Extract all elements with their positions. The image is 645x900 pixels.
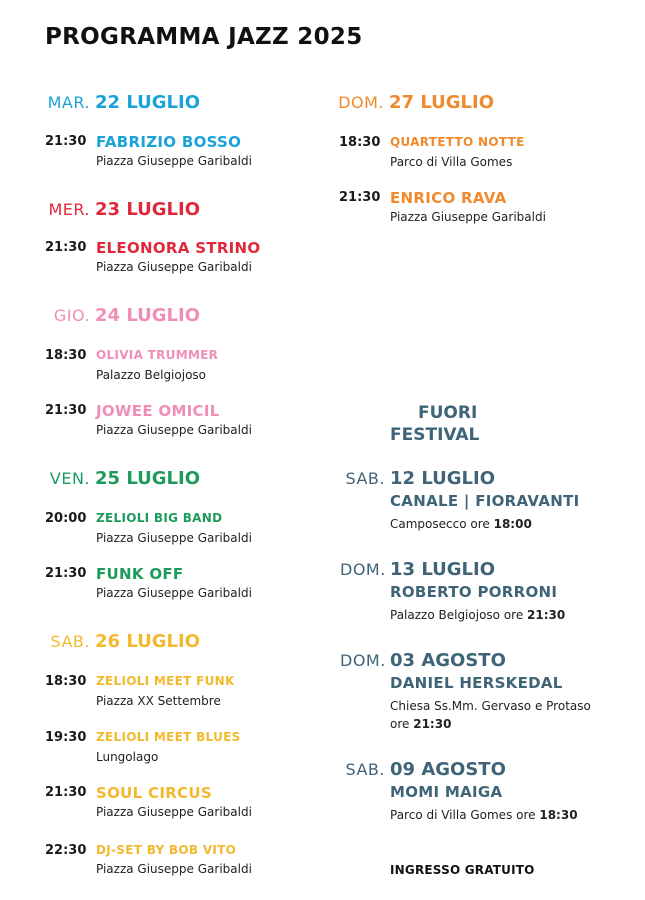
event-artist: ENRICO RAVA [390, 189, 507, 207]
day-heading [40, 631, 200, 652]
day-date: 23 LUGLIO [95, 199, 201, 220]
day-date: 22 LUGLIO [95, 92, 201, 113]
event-time: 21:30 [45, 134, 87, 149]
event-artist: DJ-SET BY BOB VITO [96, 843, 237, 857]
day-heading [40, 199, 200, 220]
event-time: 21:30 [45, 566, 87, 581]
event-artist: ELEONORA STRINO [96, 239, 261, 257]
day-of-week: MAR. [47, 93, 90, 112]
day-of-week: GIO. [53, 306, 90, 325]
event-time: 18:30 [45, 674, 87, 689]
day-of-week: DOM. [338, 93, 384, 112]
event-venue: Piazza Giuseppe Garibaldi [96, 805, 252, 819]
event-time: 18:30 [339, 135, 381, 150]
event-venue: Piazza Giuseppe Garibaldi [96, 862, 252, 876]
page-title: PROGRAMMA JAZZ 2025 [45, 24, 363, 50]
event-venue [390, 806, 578, 824]
event-artist: FUNK OFF [96, 565, 184, 583]
event-venue: Piazza Giuseppe Garibaldi [390, 210, 546, 224]
fuori-event [340, 468, 580, 531]
venue-text: Palazzo Belgiojoso ore [390, 608, 524, 622]
day-date: 03 AGOSTO [390, 650, 506, 671]
event-artist: ZELIOLI BIG BAND [96, 511, 223, 525]
event-venue: Piazza Giuseppe Garibaldi [96, 531, 252, 545]
day-of-week: DOM. [340, 560, 386, 579]
event-venue: Palazzo Belgiojoso [96, 368, 207, 382]
day-heading [40, 468, 200, 489]
event-time: 21:30 [45, 240, 87, 255]
event-venue: Piazza Giuseppe Garibaldi [96, 423, 252, 437]
fuori-title-line1: FUORI [418, 403, 478, 423]
event-venue [390, 606, 565, 624]
free-entry-note: INGRESSO GRATUITO [390, 863, 535, 877]
fuori-title-line2: FESTIVAL [390, 425, 480, 445]
event-artist: JOWEE OMICIL [96, 402, 220, 420]
event-venue: Piazza XX Settembre [96, 694, 221, 708]
event-artist: DANIEL HERSKEDAL [390, 674, 563, 692]
event-artist: QUARTETTO NOTTE [390, 135, 525, 149]
event-artist: SOUL CIRCUS [96, 784, 212, 802]
event-artist: OLIVIA TRUMMER [96, 348, 219, 362]
day-heading [40, 305, 200, 326]
day-date: 24 LUGLIO [95, 305, 201, 326]
fuori-event [340, 650, 591, 731]
event-time: 20:00 [45, 511, 87, 526]
fuori-event [340, 559, 566, 622]
event-venue: Piazza Giuseppe Garibaldi [96, 154, 252, 168]
day-date: 12 LUGLIO [390, 468, 496, 489]
day-heading [334, 92, 494, 113]
day-date: 13 LUGLIO [390, 559, 496, 580]
event-venue [390, 515, 532, 533]
day-date: 09 AGOSTO [390, 759, 506, 780]
venue-text-line2: ore [390, 717, 410, 731]
day-of-week: DOM. [340, 651, 386, 670]
event-time: 18:30 [45, 348, 87, 363]
event-time: 22:30 [45, 843, 87, 858]
fuori-event [340, 759, 578, 822]
event-artist: ZELIOLI MEET FUNK [96, 674, 235, 688]
day-of-week: SAB. [345, 760, 385, 779]
event-artist: CANALE | FIORAVANTI [390, 492, 580, 510]
day-date: 26 LUGLIO [95, 631, 201, 652]
fuori-festival-title [390, 402, 479, 446]
event-time: 21:30 [45, 403, 87, 418]
event-artist: ZELIOLI MEET BLUES [96, 730, 241, 744]
event-time: 21:30 [339, 190, 381, 205]
event-venue: Piazza Giuseppe Garibaldi [96, 260, 252, 274]
event-time: 18:00 [493, 517, 532, 531]
event-time: 21:30 [413, 717, 452, 731]
event-artist: MOMI MAIGA [390, 783, 503, 801]
day-of-week: SAB. [345, 469, 385, 488]
venue-text: Chiesa Ss.Mm. Gervaso e Protaso [390, 699, 591, 713]
day-date: 25 LUGLIO [95, 468, 201, 489]
event-venue: Piazza Giuseppe Garibaldi [96, 586, 252, 600]
day-of-week: MER. [48, 200, 90, 219]
event-venue [390, 697, 591, 733]
day-date: 27 LUGLIO [389, 92, 495, 113]
day-of-week: VEN. [49, 469, 90, 488]
event-artist: FABRIZIO BOSSO [96, 133, 242, 151]
venue-text: Parco di Villa Gomes ore [390, 808, 536, 822]
event-venue: Parco di Villa Gomes [390, 155, 513, 169]
day-of-week: SAB. [50, 632, 90, 651]
event-time: 19:30 [45, 730, 87, 745]
event-time: 18:30 [539, 808, 578, 822]
venue-text: Camposecco ore [390, 517, 490, 531]
event-venue: Lungolago [96, 750, 159, 764]
event-artist: ROBERTO PORRONI [390, 583, 558, 601]
event-time: 21:30 [527, 608, 566, 622]
day-heading [40, 92, 200, 113]
event-time: 21:30 [45, 785, 87, 800]
